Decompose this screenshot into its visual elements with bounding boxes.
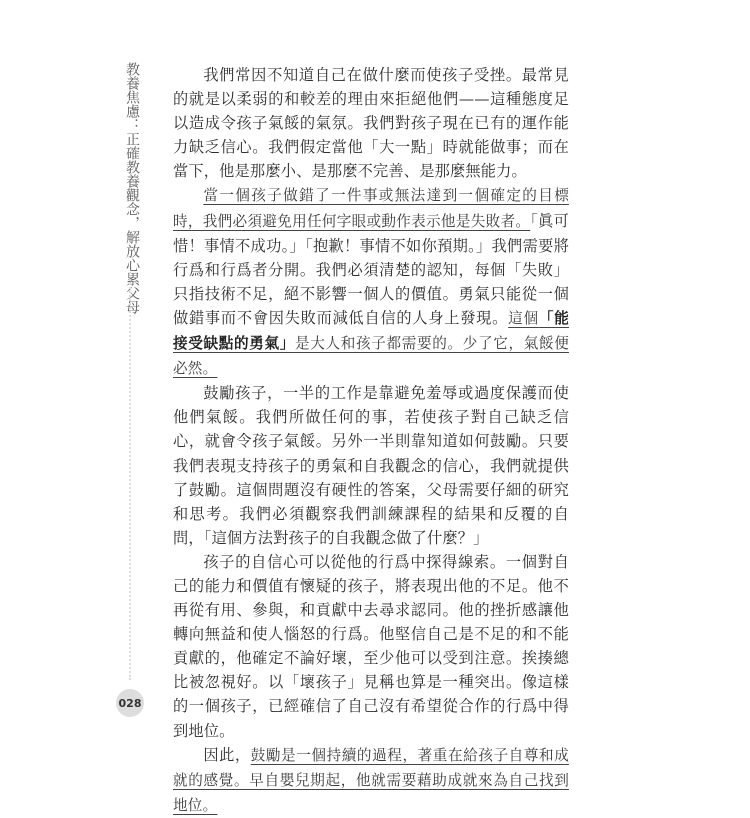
text-segment: 我們常因不知道自己在做什麼而使孩子受挫。最常見的就是以柔弱的和較差的理由來拒絕他們——這種態度足以造成令孩子氣餒的氣氛。我們對孩子現在已有的運作能力缺乏信心。我們假定當他「大一點」時就能做事；而在當下，他是那麼小、是那麼不完善、是那麼無能力。: [173, 66, 569, 181]
paragraph-2: [173, 183, 569, 381]
running-header: 教養焦慮：正確教養觀念，解放心累父母: [124, 62, 140, 314]
underlined-highlight: 當一個孩子做錯了一件事或無法達到一個確定的目標時，我們必須避免用任何字眼或動作表示他是失敗者。: [173, 187, 569, 230]
text-segment: 「眞可惜！事情不成功。」「抱歉！事情不如你預期。」我們需要將行爲和行爲者分開。我們必須清楚的認知，每個「失敗」只指技術不足，絕不影響一個人的價值。勇氣只能從一個做錯事而不會因失敗而減低自信的人身上發現。: [173, 211, 569, 327]
body-text: [173, 63, 569, 818]
dotted-rule-divider: [129, 272, 131, 680]
paragraph-5: [173, 743, 569, 818]
text-segment: 孩子的自信心可以從他的行爲中探得線索。一個對自己的能力和價值有懷疑的孩子，將表現出他的不足。他不再從有用、參與，和貢獻中去尋求認同。他的挫折感讓他轉向無益和使人惱怒的行爲。他堅信自己是不足的和不能貢獻的，他確定不論好壞，至少他可以受到注意。挨揍總比被忽視好。以「壞孩子」見稱也算是一種突出。像這樣的一個孩子，已經確信了自己沒有希望從合作的行爲中得到地位。: [173, 552, 569, 740]
underlined-highlight: 鼓勵是一個持續的過程，著重在給孩子自尊和成就的感覺。早自嬰兒期起，他就需要藉助成就來為自己找到地位。: [173, 746, 569, 814]
bold-underlined-highlight: 「能接受缺點的勇氣」: [173, 309, 570, 353]
page-number-badge: 028: [116, 689, 144, 717]
paragraph-3: [173, 381, 569, 550]
underlined-highlight: 這個: [508, 309, 539, 327]
underlined-highlight: 是大人和孩子都需要的。少了它，氣餒便必然。: [173, 335, 569, 378]
text-segment: 鼓勵孩子，一半的工作是靠避免羞辱或過度保護而使他們氣餒。我們所做任何的事，若使孩子對自己缺乏信心，就會令孩子氣餒。另外一半則靠知道如何鼓勵。只要我們表現支持孩子的勇氣和自我觀念的信心，我們就提供了鼓勵。這個問題沒有硬性的答案，父母需要仔細的研究和思考。我們必須觀察我們訓練課程的結果和反覆的自問，「這個方法對孩子的自我觀念做了什麼？」: [173, 384, 569, 547]
paragraph-1: [173, 63, 569, 183]
text-segment: 因此，: [203, 745, 251, 764]
paragraph-4: [173, 550, 569, 743]
